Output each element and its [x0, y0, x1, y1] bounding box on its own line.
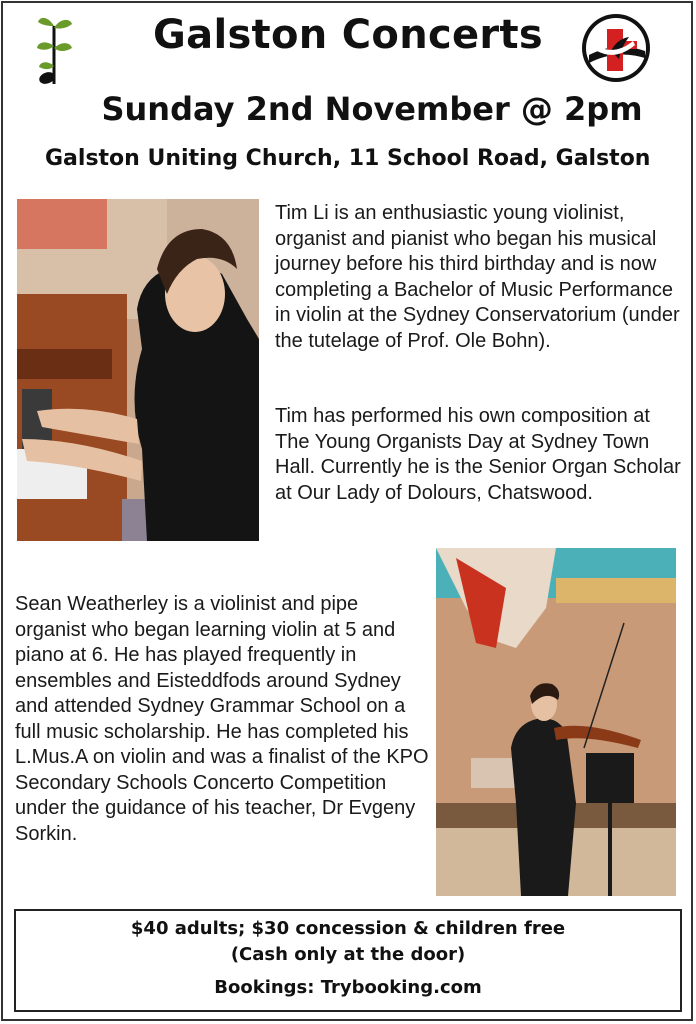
performer-bio-paragraph: Tim has performed his own composition at The Young Organists Day at Sydney Town Hall. Currently he is the Senior Organ Scholar at Our Lady of Dolours, Chatswood. — [275, 405, 681, 504]
sean-weatherley-violin-photo — [436, 548, 676, 896]
performer-bio-paragraph: Tim Li is an enthusiastic young violinist, organist and pianist who began his musical journey before his third birthday and is now completing a Bachelor of Music Performance in violin at the Sydney Conservatorium (under the tutelage of Prof. Ole Bohn). — [275, 202, 680, 352]
event-date-time: Sunday 2nd November @ 2pm — [101, 90, 643, 128]
performer-bio-paragraph: Sean Weatherley is a violinist and pipe organist who began learning violin at 5 and piano at 6. He has played frequently in ensembles and Eisteddfods around Sydney and attended Sydney Grammar School on a full music scholarship. He has completed his L.Mus.A on violin and was a finalist of the KPO Secondary Schools Concerto Competition under the guidance of his teacher, Dr Evgeny Sorkin. — [15, 593, 429, 845]
ticket-prices: $40 adults; $30 concession & children free — [130, 918, 566, 939]
page-title: Galston Concerts — [153, 12, 543, 58]
payment-note: (Cash only at the door) — [230, 944, 466, 965]
ticket-info-box — [14, 909, 682, 1012]
uniting-church-logo — [577, 11, 655, 85]
bookings-info: Bookings: Trybooking.com — [214, 977, 482, 998]
tim-li-organ-photo — [17, 199, 259, 541]
venue-address: Galston Uniting Church, 11 School Road, Galston — [45, 146, 651, 171]
